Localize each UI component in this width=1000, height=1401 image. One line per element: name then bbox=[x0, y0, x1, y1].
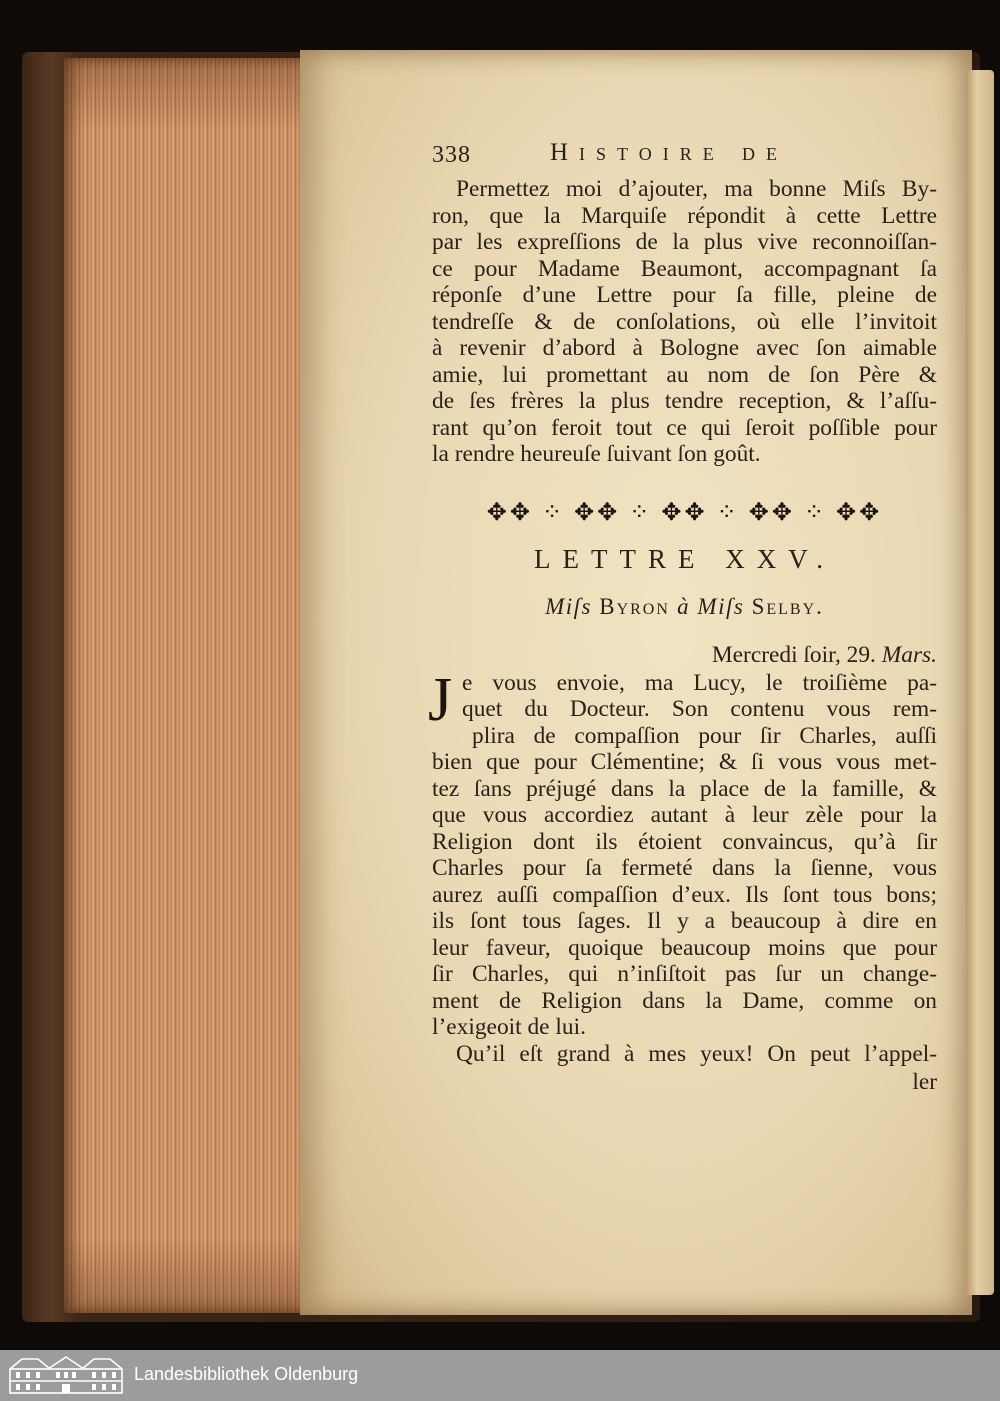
footer-label: Landesbibliothek Oldenburg bbox=[134, 1364, 359, 1384]
text-line: à revenir d’abord à Bologne avec ſon aimable bbox=[432, 335, 937, 361]
running-header bbox=[432, 140, 937, 176]
running-title: Histoire de bbox=[550, 139, 788, 166]
from-name: Byron bbox=[599, 593, 670, 619]
text-line: de ſes frères la plus tendre reception, & l’aſſu- bbox=[432, 388, 937, 414]
text-line: la rendre heureuſe ſuivant ſon goût. bbox=[432, 441, 761, 467]
text-line: plira de compaſſion pour ſir Charles, auſſi bbox=[472, 722, 937, 749]
from-prefix: Miſs bbox=[545, 593, 592, 619]
text-line: Charles pour ſa fermeté dans la ſienne, vous bbox=[432, 855, 937, 881]
to-prefix: Miſs bbox=[697, 593, 745, 619]
page-text bbox=[428, 139, 937, 1096]
paragraph-1 bbox=[432, 176, 937, 468]
text-line: ce pour Madame Beaumont, accompagnant ſa bbox=[432, 255, 937, 282]
paragraph-3 bbox=[432, 1041, 937, 1068]
letter-addressing bbox=[432, 594, 937, 632]
facing-page-edge bbox=[966, 70, 994, 1295]
to-word: à bbox=[677, 593, 691, 619]
letter-title: LETTRE XXV. bbox=[534, 543, 835, 574]
text-line: Permettez moi d’ajouter, ma bonne Miſs By- bbox=[456, 176, 937, 202]
text-line: tez ſans préjugé dans la place de la famille, & bbox=[432, 775, 937, 802]
to-name: Selby. bbox=[751, 593, 824, 619]
text-line: ils ſont tous ſages. Il y a beaucoup à dire en bbox=[432, 908, 937, 934]
date-text: Mercredi ſoir, 29. bbox=[711, 641, 876, 668]
text-line: par les expreſſions de la plus vive reconnoiſſan- bbox=[432, 229, 937, 255]
ornament-divider: ✥✥ ⁘ ✥✥ ⁘ ✥✥ ⁘ ✥✥ ⁘ ✥✥ bbox=[486, 499, 883, 526]
page-number: 338 bbox=[432, 142, 471, 168]
text-line: tendreſſe & de conſolations, où elle l’invitoit bbox=[432, 308, 937, 335]
text-line: l’exigeoit de lui. bbox=[432, 1014, 586, 1040]
text-line: e vous envoie, ma Lucy, le troiſième pa- bbox=[462, 669, 937, 696]
drop-cap: J bbox=[428, 665, 453, 734]
paragraph-2-block bbox=[428, 665, 937, 1041]
text-line: que vous accordiez autant à leur zèle pour la bbox=[432, 802, 937, 828]
page-edges bbox=[64, 58, 322, 1313]
text-line: aurez auſſi compaſſion d’eux. Ils ſont tous bons; bbox=[432, 881, 937, 908]
footer-bar bbox=[0, 1350, 1000, 1401]
text-line: rant qu’on feroit tout ce qui ſeroit poſſible pour bbox=[432, 414, 937, 441]
text-line: bien que pour Clémentine; & ſi vous vous met- bbox=[432, 749, 937, 775]
text-line: ron, que la Marquiſe répondit à cette Lettre bbox=[432, 202, 937, 229]
text-line: ment de Religion dans la Dame, comme on bbox=[432, 987, 937, 1014]
text-line: Religion dont ils étoient convaincus, qu’à ſir bbox=[432, 828, 937, 855]
text-line: réponſe d’une Lettre pour ſa fille, pleine de bbox=[432, 282, 937, 308]
text-line: amie, lui promettant au nom de ſon Père & bbox=[432, 361, 937, 388]
text-line: leur faveur, quoique beaucoup moins que pour bbox=[432, 934, 937, 961]
catchword: ler bbox=[912, 1069, 937, 1095]
paragraph-3-line: Qu’il eſt grand à mes yeux! On peut l’appel- bbox=[456, 1040, 937, 1067]
text-line: ſir Charles, qui n’inſiſtoit pas ſur un change- bbox=[432, 961, 937, 987]
date-month: Mars. bbox=[881, 641, 937, 668]
library-building-icon bbox=[8, 1355, 124, 1395]
letter-dateline bbox=[432, 642, 937, 670]
text-line: quet du Docteur. Son contenu vous rem- bbox=[462, 696, 937, 722]
paragraph-2 bbox=[432, 670, 937, 1041]
